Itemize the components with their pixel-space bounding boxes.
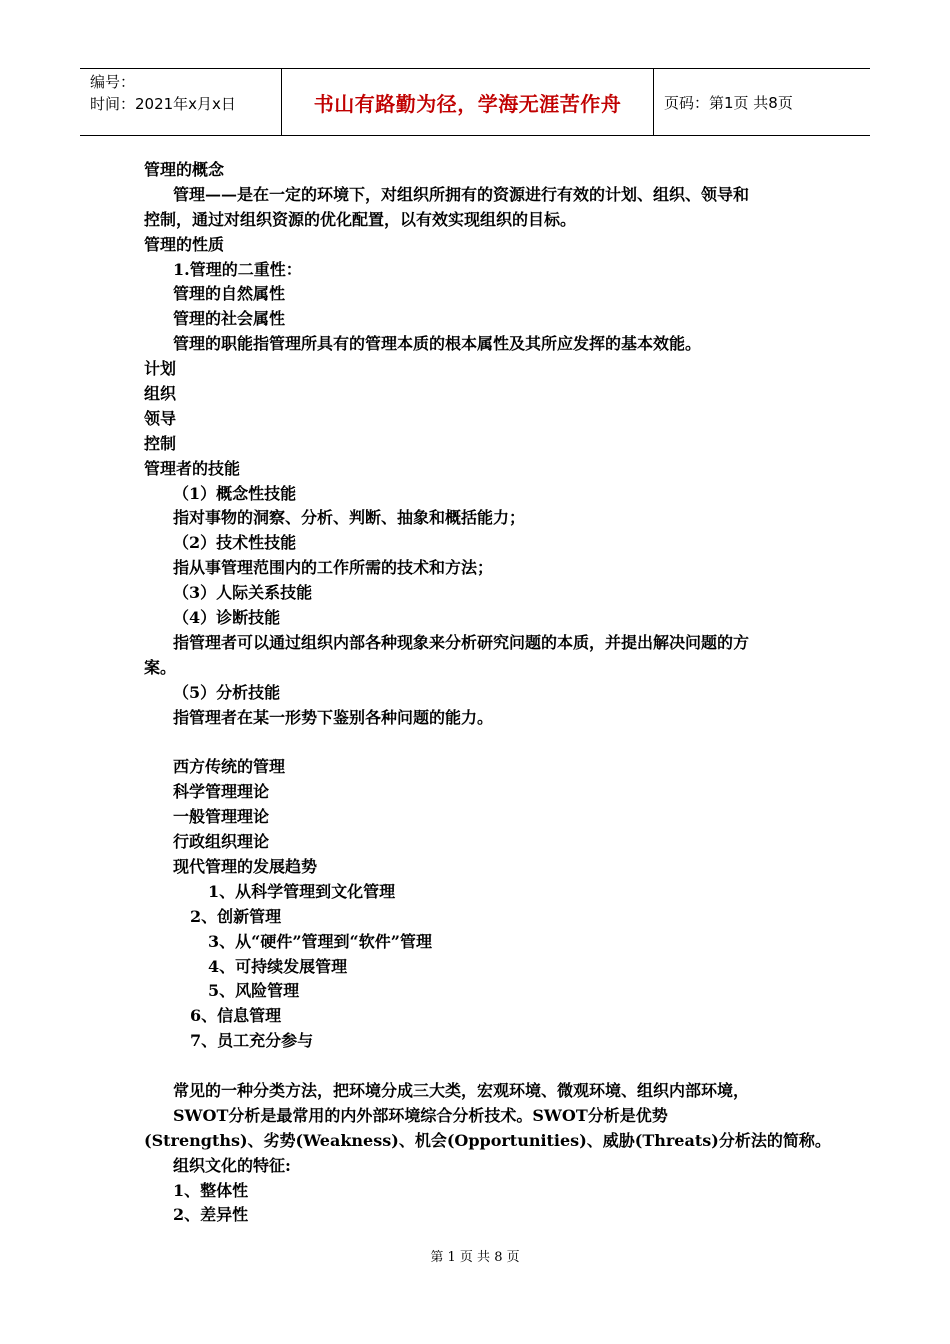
- list-item: 1、整体性: [173, 1180, 249, 1200]
- paragraph-line: 案。: [144, 657, 177, 677]
- paragraph-line: 控制，通过对组织资源的优化配置，以有效实现组织的目标。: [144, 209, 577, 229]
- list-item: 5、风险管理: [208, 981, 300, 1001]
- paragraph-line: (Strengths)、劣势(Weakness)、机会(Opportunities)、威胁(Threats)分析法的简称。: [144, 1130, 831, 1150]
- header-meta-cell: [80, 69, 282, 135]
- list-item: 科学管理理论: [173, 782, 270, 802]
- paragraph-line: 指对事物的洞察、分析、判断、抽象和概括能力；: [173, 508, 526, 528]
- paragraph-line: 管理——是在一定的环境下，对组织所拥有的资源进行有效的计划、组织、领导和: [173, 184, 750, 204]
- document-header: [80, 68, 870, 136]
- section-heading: 管理的性质: [144, 234, 225, 254]
- list-item: 行政组织理论: [173, 832, 270, 852]
- document-body: [144, 158, 831, 1228]
- page-footer: 第 1 页 共 8 页: [430, 1250, 520, 1265]
- header-page-cell: [654, 69, 870, 135]
- paragraph-line: SWOT分析是最常用的内外部环境综合分析技术。SWOT分析是优势: [173, 1105, 668, 1125]
- list-item: 西方传统的管理: [173, 757, 286, 777]
- list-item: 计划: [144, 359, 177, 379]
- list-item: 现代管理的发展趋势: [173, 856, 318, 876]
- paragraph-line: 常见的一种分类方法，把环境分成三大类，宏观环境、微观环境、组织内部环境，: [173, 1080, 750, 1100]
- list-item: 1、从科学管理到文化管理: [208, 881, 396, 901]
- paragraph-line: 指管理者可以通过组织内部各种现象来分析研究问题的本质，并提出解决问题的方: [173, 632, 750, 652]
- list-item: 2、差异性: [173, 1205, 249, 1225]
- list-item: 7、员工充分参与: [190, 1031, 314, 1051]
- list-item: 6、信息管理: [190, 1006, 282, 1026]
- list-item: 3、从“硬件”管理到“软件”管理: [208, 931, 432, 951]
- section-heading: 管理的概念: [144, 160, 225, 179]
- paragraph-line: 管理的自然属性: [173, 284, 286, 304]
- list-item: （4）诊断技能: [173, 608, 281, 628]
- blank-line: [144, 1054, 824, 1079]
- list-item: （2）技术性技能: [173, 533, 297, 553]
- paragraph-line: 指从事管理范围内的工作所需的技术和方法；: [173, 558, 494, 578]
- list-item: （3）人际关系技能: [173, 583, 313, 603]
- paragraph-line: 管理的职能指管理所具有的管理本质的根本属性及其所应发挥的基本效能。: [173, 334, 702, 354]
- paragraph-line: 1.管理的二重性：: [173, 259, 302, 279]
- list-item: 领导: [144, 408, 177, 428]
- list-item: （1）概念性技能: [173, 483, 297, 503]
- document-number-label: 编号：: [90, 73, 136, 91]
- header-motto: 书山有路勤为径，学海无涯苦作舟: [313, 91, 622, 116]
- paragraph-line: 指管理者在某一形势下鉴别各种问题的能力。: [173, 707, 494, 727]
- section-heading: 管理者的技能: [144, 458, 241, 478]
- header-page-label: 页码：第1页 共8页: [664, 93, 793, 112]
- header-motto-cell: [282, 69, 654, 135]
- list-item: （5）分析技能: [173, 682, 281, 702]
- list-item: 一般管理理论: [173, 807, 270, 827]
- document-date-label: 时间：2021年x月x日: [90, 95, 236, 113]
- blank-line: [144, 730, 824, 755]
- section-heading: 组织文化的特征:: [173, 1155, 291, 1175]
- list-item: 组织: [144, 384, 177, 404]
- list-item: 4、可持续发展管理: [208, 956, 348, 976]
- paragraph-line: 管理的社会属性: [173, 309, 286, 329]
- list-item: 2、创新管理: [190, 906, 282, 926]
- list-item: 控制: [144, 433, 177, 453]
